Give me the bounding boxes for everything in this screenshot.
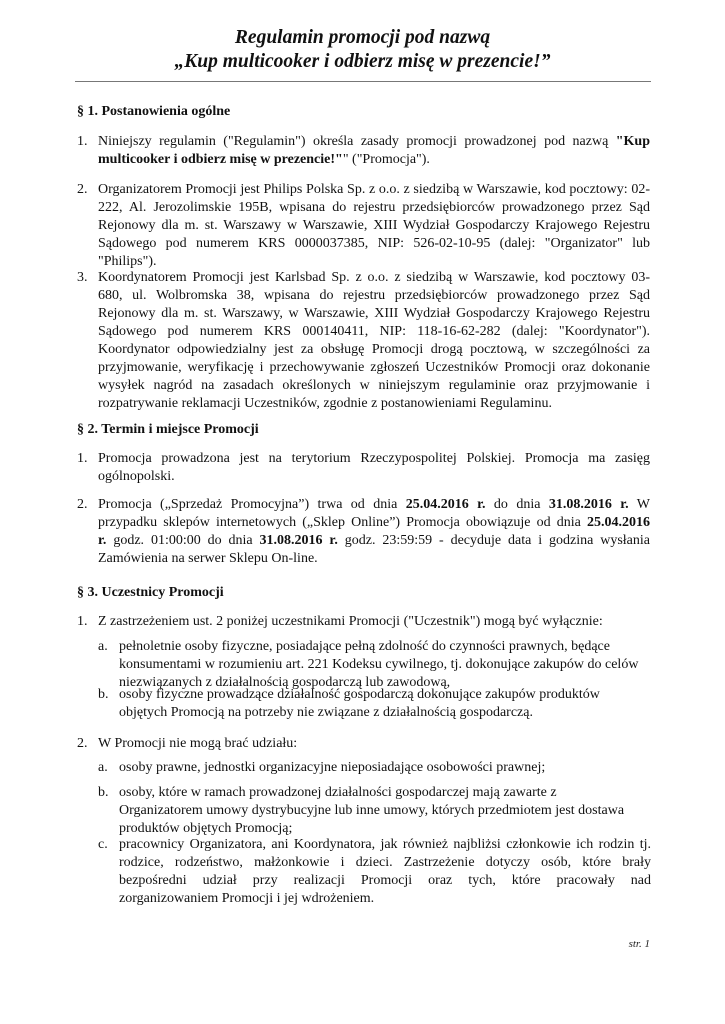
- end-date: 31.08.2016 r.: [548, 497, 629, 512]
- paragraph-line: [98, 532, 650, 550]
- paragraph-line: Organizatorem Promocji jest Philips Polska Sp. z o.o. z siedzibą w Warszawie, kod pocztowy: 02-: [98, 182, 650, 197]
- section-3-item-1-sub-a-text: [119, 638, 651, 692]
- paragraph-line: osoby fizyczne prowadzące działalność gospodarczą dokonujące zakupów produktów: [119, 687, 600, 702]
- paragraph-line: Promocja prowadzona jest na terytorium Rzeczypospolitej Polskiej. Promocja ma zasięg: [98, 451, 650, 466]
- section-1-item-2-number: 2.: [77, 182, 88, 197]
- paragraph-line: produktów objętych Promocją;: [119, 821, 293, 836]
- text-run: " ("Promocja").: [342, 152, 430, 167]
- section-3-item-2-sub-c-letter: c.: [98, 837, 108, 852]
- text-run: Niniejszy regulamin ("Regulamin") określa zasady promocji prowadzonej pod nazwą: [98, 134, 616, 149]
- section-3-item-1-sub-b-letter: b.: [98, 687, 109, 702]
- section-1-heading: § 1. Postanowienia ogólne: [77, 104, 231, 119]
- text-run: W: [628, 497, 650, 512]
- promotion-name-bold: "Kup: [615, 134, 650, 149]
- paragraph-line: przyjmowanie, weryfikację i przechowywanie zgłoszeń Uczestników Promocji oraz dokonanie: [98, 360, 650, 375]
- paragraph-line: objętych Promocją na potrzeby nie związane z działalnością gospodarczą.: [119, 705, 533, 720]
- section-2-item-2-text: [98, 496, 650, 568]
- section-2-item-2-number: 2.: [77, 497, 88, 512]
- text-run: godz. 01:00:00 do dnia: [106, 533, 260, 548]
- paragraph-line: "Philips").: [98, 254, 157, 269]
- online-start-date-suffix: r.: [98, 533, 107, 548]
- section-3-item-2-sub-a-text: [119, 759, 651, 777]
- section-2-item-1-text: [98, 450, 650, 486]
- title-divider: [75, 81, 651, 82]
- online-end-date: 31.08.2016 r.: [259, 533, 338, 548]
- document-title-line-1: Regulamin promocji pod nazwą: [234, 27, 491, 48]
- section-3-item-1-sub-a-letter: a.: [98, 639, 108, 654]
- paragraph-line: konsumentami w rozumieniu art. 221 Kodeksu cywilnego, tj. dokonujące zakupów do celów: [119, 657, 639, 672]
- paragraph-line: [98, 496, 650, 514]
- text-run: do dnia: [485, 497, 549, 512]
- paragraph-line: ogólnopolski.: [98, 469, 175, 484]
- online-start-date: 25.04.2016: [587, 515, 650, 530]
- paragraph-line: wysyłek nagród na zasadach określonych w niniejszym regulaminie oraz przyjmowanie i: [98, 378, 650, 393]
- paragraph-line: Koordynator odpowiedzialny jest za obsługę Promocji drogą pocztową, w szczególności za: [98, 342, 650, 357]
- section-3-item-1-text: Z zastrzeżeniem ust. 2 poniżej uczestnikami Promocji ("Uczestnik") mogą być wyłącznie:: [98, 614, 603, 629]
- page-number: str. 1: [628, 938, 650, 950]
- paragraph-line: bezpośredni udział przy realizacji Promocji oraz tych, które pracowały nad: [119, 873, 651, 888]
- paragraph-line: niezwiązanych z działalnością gospodarczą lub zawodową,: [119, 675, 451, 690]
- paragraph-line: zorganizowaniem Promocji i jej wdrożeniem.: [119, 891, 375, 906]
- section-3-item-2-sub-b-letter: b.: [98, 785, 109, 800]
- paragraph-line: osoby prawne, jednostki organizacyjne nieposiadające osobowości prawnej;: [119, 760, 546, 775]
- paragraph-line: rozpatrywanie reklamacji Uczestników, zgodnie z postanowieniami Regulaminu.: [98, 396, 552, 411]
- promotion-name-bold: multicooker i odbierz misę w prezencie!": [98, 152, 343, 167]
- section-1-item-3-text: [98, 269, 650, 413]
- section-3-item-1-number: 1.: [77, 614, 88, 629]
- paragraph-line: 680, ul. Wolbromska 38, wpisana do rejestru przedsiębiorców prowadzonego przez Sąd: [98, 288, 650, 303]
- paragraph-line: osoby, które w ramach prowadzonej działalności gospodarczej mają zawarte z: [119, 785, 557, 800]
- paragraph-line: [98, 514, 650, 532]
- section-3-item-2-sub-b-text: [119, 784, 651, 838]
- section-1-item-2-text: [98, 181, 650, 271]
- section-3-item-2-text: W Promocji nie mogą brać udziału:: [98, 736, 298, 751]
- paragraph-line: pełnoletnie osoby fizyczne, posiadające pełną zdolność do czynności prawnych, będące: [119, 639, 610, 654]
- section-1-item-3-number: 3.: [77, 270, 88, 285]
- paragraph-line: Organizatorem umowy dystrybucyjne lub inne umowy, których przedmiotem jest dostawa: [119, 803, 625, 818]
- paragraph-line: Rejonowy dla m. st. Warszawy w Warszawie, XIII Wydział Gospodarczy Krajowego Rejestru: [98, 218, 650, 233]
- section-3-item-2-sub-a-letter: a.: [98, 760, 108, 775]
- paragraph-line: Sądowego pod numerem KRS 000140411, NIP: 118-16-62-282 (dalej: "Koordynator").: [98, 324, 650, 339]
- paragraph-line: rodzice, rodzeństwo, małżonkowie i dzieci. Zastrzeżenie dotyczy osób, które brały: [119, 855, 651, 870]
- section-2-item-1-number: 1.: [77, 451, 88, 466]
- section-3-item-2-sub-c-text: [119, 836, 651, 908]
- text-run: Promocja („Sprzedaż Promocyjna”) trwa od dnia: [98, 497, 406, 512]
- paragraph-line: [98, 151, 650, 169]
- section-1-item-1-number: 1.: [77, 134, 88, 149]
- document-title-line-2: „Kup multicooker i odbierz misę w prezencie!”: [174, 51, 551, 72]
- paragraph-line: Koordynatorem Promocji jest Karlsbad Sp. z o.o. z siedzibą w Warszawie, kod pocztowy 03-: [98, 270, 650, 285]
- paragraph-line: Zamówienia na serwer Sklepu On-line.: [98, 551, 318, 566]
- text-run: godz. 23:59:59 - decyduje data i godzina wysłania: [337, 533, 650, 548]
- paragraph-line: [98, 133, 650, 151]
- section-1-item-1-text: [98, 133, 650, 169]
- paragraph-line: pracownicy Organizatora, ani Koordynatora, jak również najbliżsi członkowie ich rodzin tj.: [119, 837, 651, 852]
- section-3-item-2-number: 2.: [77, 736, 88, 751]
- start-date: 25.04.2016 r.: [405, 497, 486, 512]
- section-3-item-1-sub-b-text: [119, 686, 651, 722]
- section-2-heading: § 2. Termin i miejsce Promocji: [77, 422, 259, 437]
- text-run: przypadku sklepów internetowych („Sklep Online”) Promocja obowiązuje od dnia: [98, 515, 587, 530]
- paragraph-line: Sądowego pod numerem KRS 0000037385, NIP: 526-02-10-95 (dalej: "Organizator" lub: [98, 236, 650, 251]
- paragraph-line: Rejonowy dla m. st. Warszawy, w Warszawie, XIII Wydział Gospodarczy Krajowego Rejestru: [98, 306, 650, 321]
- section-3-heading: § 3. Uczestnicy Promocji: [77, 585, 224, 600]
- paragraph-line: 222, Al. Jerozolimskie 195B, wpisana do rejestru przedsiębiorców prowadzonego przez Sąd: [98, 200, 650, 215]
